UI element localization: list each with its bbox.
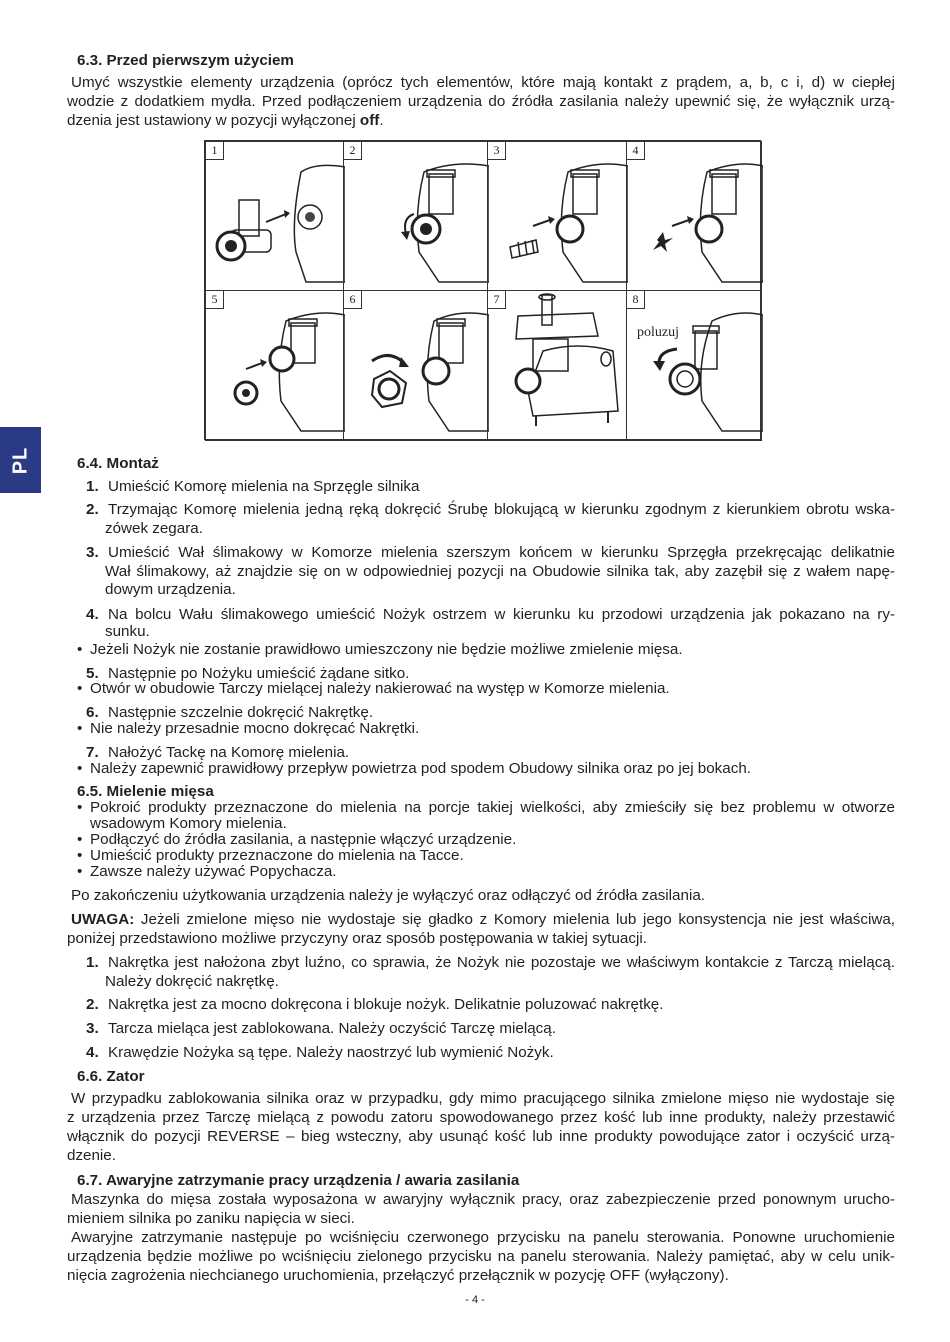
list-number: 3. (86, 1020, 99, 1037)
figure-annotation: poluzuj (637, 325, 679, 340)
list-text: zówek zegara. (105, 519, 203, 537)
panel-number: 4 (627, 142, 645, 160)
paragraph-line: Umyć wszystkie elementy urządzenia (oprócz tych elementów, które mają kontakt z prądem, a, b, c i, d) w ciepłej (71, 74, 895, 91)
list-text: Krawędzie Nożyka są tępe. Należy naostrzyć lub wymienić Nożyk. (108, 1044, 554, 1061)
bullet-dot: • (77, 847, 83, 864)
paragraph-line: W przypadku zablokowania silnika oraz w przypadku, gdy mimo pracującego silnika zmielone mięso nie wydostaje się (71, 1090, 895, 1107)
text-span: . (379, 112, 384, 129)
list-item (86, 478, 419, 497)
panel-number: 6 (344, 291, 362, 309)
list-text: Następnie po Nożyku umieścić żądane sitko. (108, 665, 410, 682)
paragraph-line: Po zakończeniu użytkowania urządzenia należy je wyłączyć oraz odłączyć od źródła zasilania. (71, 887, 705, 904)
figure-panel-2 (343, 141, 488, 291)
list-text: Wał ślimakowy, aż znajdzie się on w odpowiedniej pozycji na Obudowie silnika tak, aby zazębił się z wałem napę- (105, 562, 895, 580)
list-item (86, 501, 895, 538)
bullet-text: Podłączyć do źródła zasilania, a następnie włączyć urządzenie. (90, 831, 517, 848)
list-item (86, 954, 895, 991)
grinder-step-illustration (488, 291, 628, 442)
bold-text: off (359, 112, 380, 129)
figure-panel-6 (343, 290, 488, 441)
list-text: Tarcza mieląca jest zablokowana. Należy oczyścić Tarczę mielącą. (108, 1020, 556, 1037)
paragraph-line (67, 112, 895, 131)
grinder-step-illustration (206, 142, 345, 292)
list-number: 2. (86, 501, 99, 518)
section-heading-6-6: 6.6. Zator (77, 1068, 145, 1085)
list-text: Nakrętka jest nałożona zbyt luźno, co sprawia, że Nożyk nie pozostaje we właściwym kontakcie z Tarczą mielącą. (108, 954, 895, 971)
bullet-item (77, 800, 895, 832)
list-text: Należy dokręcić nakrętkę. (105, 972, 279, 990)
bullet-text: Nie należy przesadnie mocno dokręcać Nakrętki. (90, 720, 420, 737)
paragraph-line: wodzie z dodatkiem mydła. Przed podłączeniem urządzenia do źródła zasilania należy upewnić się, że wyłącznik urzą- (67, 93, 895, 110)
paragraph-line: włącznik do pozycji REVERSE – bieg wsteczny, aby usunąć kość lub inne produkty powodujące zator i oczyścić urzą- (67, 1128, 895, 1145)
list-number: 7. (86, 744, 99, 761)
figure-panel-3 (487, 141, 627, 291)
grinder-step-illustration (488, 142, 628, 292)
list-text: dowym urządzenia. (105, 581, 236, 599)
bullet-dot: • (77, 760, 83, 777)
section-heading-6-7: 6.7. Awaryjne zatrzymanie pracy urządzenia / awaria zasilania (77, 1172, 520, 1189)
grinder-step-illustration (627, 291, 763, 442)
list-text: Nałożyć Tackę na Komorę mielenia. (108, 744, 350, 761)
panel-number: 1 (206, 142, 224, 160)
bullet-item (77, 761, 895, 777)
bullet-dot: • (77, 680, 83, 697)
page-number: - 4 - (465, 1294, 485, 1306)
figure-panel-8 (626, 290, 762, 441)
warning-text: Jeżeli zmielone mięso nie wydostaje się gładko z Komory mielenia lub jego konsystencja nie jest właściwa, (134, 911, 895, 928)
figure-panel-5 (205, 290, 344, 441)
grinder-step-illustration (627, 142, 763, 292)
paragraph-line: urządzenia będzie możliwe po wciśnięciu zielonego przycisku na panelu sterowania. Należy pamiętać, aby w celu unik- (67, 1248, 895, 1265)
figure-panel-1 (205, 141, 344, 291)
grinder-step-illustration (206, 291, 345, 442)
paragraph-line: mieniem silnika po zaniku napięcia w sieci. (67, 1210, 355, 1227)
bullet-text: Pokroić produkty przeznaczone do mielenia na porcje takiej wielkości, aby zmieściły się bez problemu w otworze (90, 799, 895, 816)
bullet-item (77, 721, 895, 737)
bullet-item (77, 642, 895, 658)
bullet-text: wsadowym Komory mielenia. (90, 815, 287, 832)
paragraph-line: dzenie. (67, 1147, 116, 1164)
text-span: dzenia jest ustawiony w pozycji wyłączonej (67, 112, 360, 129)
bullet-dot: • (77, 799, 83, 816)
bullet-item (77, 864, 895, 880)
section-heading-6-4: 6.4. Montaż (77, 455, 159, 472)
panel-number: 3 (488, 142, 506, 160)
paragraph-line: z urządzenia przez Tarczę mielącą z powodu zatoru spowodowanego przez kość lub inne produkty, należy przestawić (67, 1109, 895, 1126)
list-number: 4. (86, 606, 99, 623)
list-item (86, 606, 895, 640)
list-text: Na bolcu Wału ślimakowego umieścić Nożyk ostrzem w kierunku ku przodowi urządzenia jak pokazano na ry- (108, 606, 895, 623)
panel-number: 8 (627, 291, 645, 309)
bullet-text: Zawsze należy używać Popychacza. (90, 863, 337, 880)
list-number: 1. (86, 478, 99, 495)
bullet-dot: • (77, 863, 83, 880)
panel-number: 5 (206, 291, 224, 309)
bullet-text: Należy zapewnić prawidłowy przepływ powietrza pod spodem Obudowy silnika oraz po jej bokach. (90, 760, 751, 777)
bullet-text: Otwór w obudowie Tarczy mielącej należy nakierować na występ w Komorze mielenia. (90, 680, 670, 697)
paragraph-line: nięcia zagrożenia niechcianego uruchomienia, przełączyć przełącznik w pozycję OFF (wyłączony). (67, 1267, 729, 1284)
list-number: 5. (86, 665, 99, 682)
list-number: 2. (86, 996, 99, 1013)
bullet-dot: • (77, 720, 83, 737)
list-text: sunku. (105, 623, 150, 640)
list-item (86, 1044, 554, 1063)
language-tab (0, 427, 41, 493)
panel-number: 7 (488, 291, 506, 309)
list-number: 3. (86, 544, 99, 561)
figure-panel-7 (487, 290, 627, 441)
bullet-text: Umieścić produkty przeznaczone do mielenia na Tacce. (90, 847, 464, 864)
list-number: 1. (86, 954, 99, 971)
section-heading-6-3: 6.3. Przed pierwszym użyciem (77, 52, 294, 69)
list-text: Umieścić Wał ślimakowy w Komorze mielenia szerszym końcem w kierunku Sprzęgła przekręcając delikatnie (108, 544, 895, 561)
language-tab-label: PL (9, 446, 31, 474)
bullet-dot: • (77, 641, 83, 658)
warning-line (67, 911, 895, 930)
list-number: 6. (86, 704, 99, 721)
section-heading-6-5: 6.5. Mielenie mięsa (77, 783, 214, 800)
paragraph-line: Awaryjne zatrzymanie następuje po wciśnięciu czerwonego przycisku na panelu sterowania. Ponowne uruchomienie (71, 1229, 895, 1246)
assembly-figure (204, 140, 761, 440)
paragraph-line: poniżej przedstawiono możliwe przyczyny oraz sposób postępowania w takiej sytuacji. (67, 930, 647, 947)
list-item (86, 996, 663, 1015)
list-item (86, 544, 895, 600)
figure-panel-4 (626, 141, 762, 291)
list-number: 4. (86, 1044, 99, 1061)
bullet-text: Jeżeli Nożyk nie zostanie prawidłowo umieszczony nie będzie możliwe zmielenie mięsa. (90, 641, 683, 658)
bullet-item (77, 848, 895, 864)
warning-label: UWAGA: (71, 911, 135, 928)
list-text: Następnie szczelnie dokręcić Nakrętkę. (108, 704, 374, 721)
bullet-item (77, 681, 895, 697)
list-item (86, 1020, 556, 1039)
list-text: Trzymając Komorę mielenia jedną ręką dokręcić Śrubę blokującą w kierunku zgodnym z kierunkiem obrotu wska- (108, 501, 895, 518)
grinder-step-illustration (344, 291, 489, 442)
bullet-dot: • (77, 831, 83, 848)
paragraph-line: Maszynka do mięsa została wyposażona w awaryjny wyłącznik pracy, oraz zabezpieczenie przed ponownym urucho- (71, 1191, 895, 1208)
list-text: Umieścić Komorę mielenia na Sprzęgle silnika (108, 478, 420, 495)
grinder-step-illustration (344, 142, 489, 292)
list-text: Nakrętka jest za mocno dokręcona i blokuje nożyk. Delikatnie poluzować nakrętkę. (108, 996, 664, 1013)
panel-number: 2 (344, 142, 362, 160)
bullet-item (77, 832, 895, 848)
